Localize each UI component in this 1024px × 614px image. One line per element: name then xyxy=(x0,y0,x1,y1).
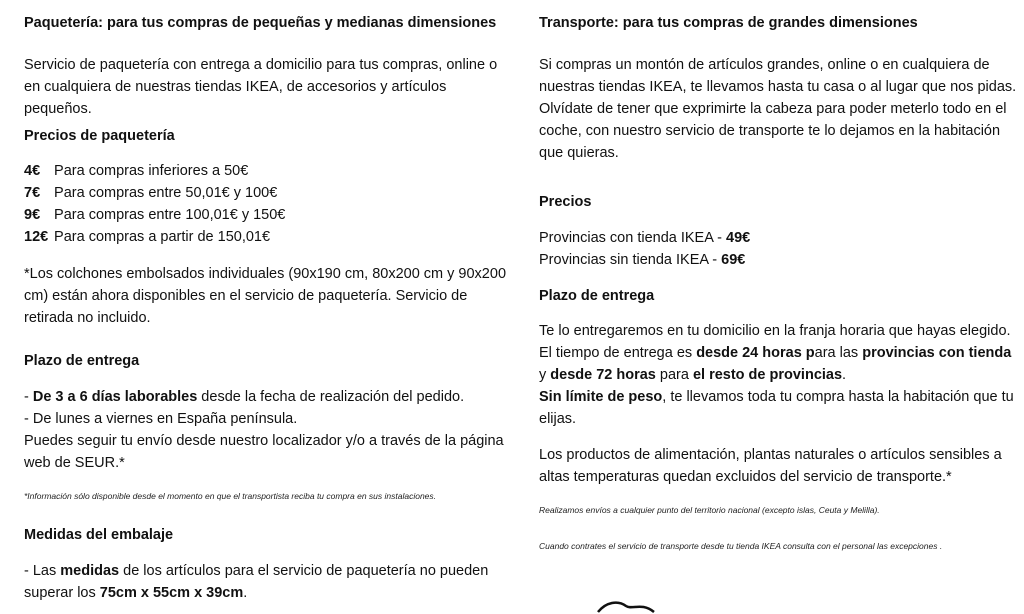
price-amount: 9€ xyxy=(24,207,41,223)
parcel-intro: Servicio de paquetería con entrega a domicilio para tus compras, online o en cualquiera de nuestras tiendas IKEA, de accesorios y artículos pequeños. xyxy=(24,57,498,117)
price-text: Para compras entre 100,01€ y 150€ xyxy=(54,207,286,223)
price-row xyxy=(24,160,285,182)
delivery-footnote: *Información sólo disponible desde el momento en que el transportista reciba tu compra en sus instalaciones. xyxy=(24,491,437,501)
price-row xyxy=(539,249,750,271)
measures-middle: de los artículos para el servicio de paquetería no pueden superar los xyxy=(24,563,489,601)
measures-dimensions: 75cm x 55cm x 39cm xyxy=(99,585,244,601)
delivery-days-bold: De 3 a 6 días laborables xyxy=(32,389,198,405)
delivery-bold: desde 24 horas p xyxy=(696,345,815,361)
parcel-delivery-text xyxy=(24,386,514,474)
delivery-text: ara las xyxy=(814,345,863,361)
price-text: Para compras inferiores a 50€ xyxy=(54,163,249,179)
delivery-text: Te lo entregaremos en tu domicilio en la franja horaria que hayas elegido. El tiempo de entrega es xyxy=(539,323,1011,361)
transport-title: Transporte: para tus compras de grandes dimensiones xyxy=(539,15,918,31)
delivery-bold: provincias con tienda xyxy=(862,345,1012,361)
measures-bold: medidas xyxy=(60,563,120,579)
parcel-title: Paquetería: para tus compras de pequeñas y medianas dimensiones xyxy=(24,15,497,31)
price-amount: 49€ xyxy=(726,230,751,246)
delivery-text: . xyxy=(842,367,847,383)
delivery-line1-prefix: - xyxy=(24,389,33,405)
delivery-text: para xyxy=(655,367,693,383)
weight-bold: Sin límite de peso xyxy=(539,389,663,405)
parcel-delivery-heading: Plazo de entrega xyxy=(24,353,140,369)
price-row xyxy=(24,182,285,204)
transport-delivery-text xyxy=(539,320,1019,430)
transport-prices-heading: Precios xyxy=(539,194,592,210)
mattress-note: *Los colchones embolsados individuales (90x190 cm, 80x200 cm y 90x200 cm) están ahora disponibles en el servicio de paquetería. Servicio de retirada no incluido. xyxy=(24,266,507,326)
measures-text xyxy=(24,560,499,604)
delivery-line3: Puedes seguir tu envío desde nuestro localizador y/o a través de la página web de SEUR.* xyxy=(24,433,504,471)
delivery-text: y xyxy=(539,367,551,383)
parcel-price-list xyxy=(24,160,285,248)
delivery-line2: - De lunes a viernes en España península. xyxy=(24,411,298,427)
price-text: Provincias con tienda IKEA - xyxy=(539,230,726,246)
transport-price-list xyxy=(539,227,750,271)
territory-note: Realizamos envíos a cualquier punto del territorio nacional (excepto islas, Ceuta y Melilla). xyxy=(539,505,880,515)
exclusions-text: Los productos de alimentación, plantas naturales o artículos sensibles a altas temperaturas quedan excluidos del servicio de transporte.* xyxy=(539,447,1002,485)
price-row xyxy=(24,226,285,248)
price-amount: 7€ xyxy=(24,185,41,201)
delivery-line1-rest: desde la fecha de realización del pedido. xyxy=(197,389,465,405)
price-row xyxy=(24,204,285,226)
price-amount: 4€ xyxy=(24,163,41,179)
price-amount: 12€ xyxy=(24,229,49,245)
delivery-bold: desde 72 horas xyxy=(550,367,656,383)
measures-end: . xyxy=(243,585,248,601)
exceptions-note: Cuando contrates el servicio de transporte desde tu tienda IKEA consulta con el personal las excepciones . xyxy=(539,541,943,551)
measures-heading: Medidas del embalaje xyxy=(24,527,174,543)
partial-logo-graphic xyxy=(596,598,656,614)
transport-delivery-heading: Plazo de entrega xyxy=(539,288,655,304)
measures-prefix: - Las xyxy=(24,563,61,579)
price-row xyxy=(539,227,750,249)
transport-intro: Si compras un montón de artículos grandes, online o en cualquiera de nuestras tiendas IKEA, te llevamos hasta tu casa o al lugar que nos pidas. Olvídate de tener que exprimirte la cabeza para poder meterlo todo en el coche, con nuestro servicio de transporte te lo dejamos en la habitación que quieras. xyxy=(539,57,1017,161)
price-amount: 69€ xyxy=(721,252,746,268)
parcel-prices-heading: Precios de paquetería xyxy=(24,128,175,144)
price-text: Para compras entre 50,01€ y 100€ xyxy=(54,185,278,201)
price-text: Para compras a partir de 150,01€ xyxy=(54,229,271,245)
delivery-bold: el resto de provincias xyxy=(692,367,843,383)
weight-text: , te llevamos toda tu compra hasta la habitación que tu elijas. xyxy=(539,389,1014,427)
price-text: Provincias sin tienda IKEA - xyxy=(539,252,722,268)
